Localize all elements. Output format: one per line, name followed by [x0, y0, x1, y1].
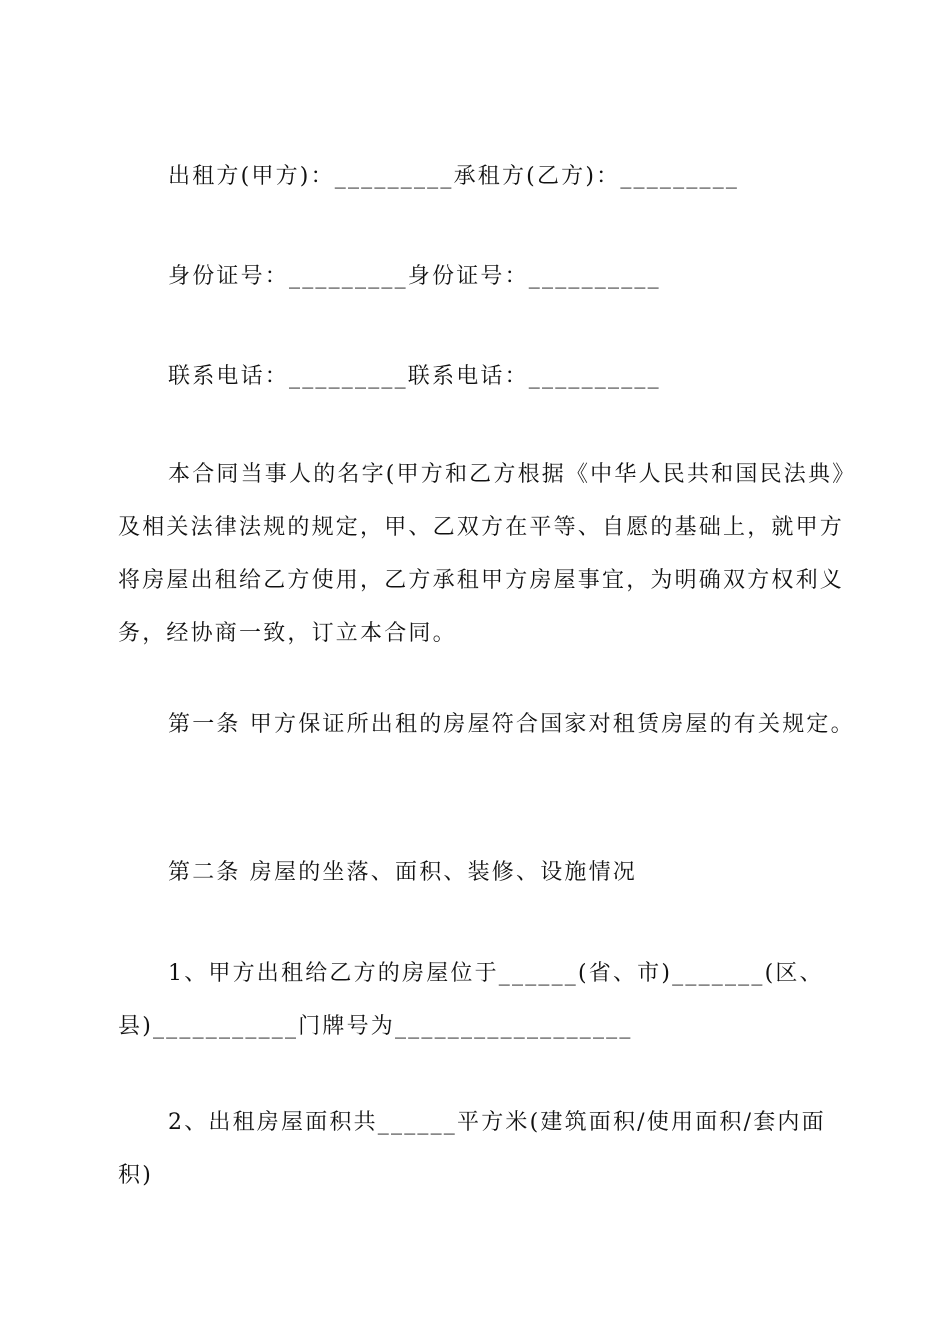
phone-line: 联系电话：_________联系电话：__________ [168, 364, 661, 389]
article-2-title: 第二条 房屋的坐落、面积、装修、设施情况 [168, 860, 637, 885]
item-2-area: 2、出租房屋面积共______平方米(建筑面积/使用面积/套内面积) [118, 1110, 826, 1188]
article-1: 第一条 甲方保证所出租的房屋符合国家对租赁房屋的有关规定。 [168, 712, 855, 737]
id-number-line: 身份证号：_________身份证号：__________ [168, 264, 661, 289]
lessor-lessee-line: 出租方(甲方)：_________承租方(乙方)：_________ [168, 164, 740, 189]
intro-paragraph: 本合同当事人的名字(甲方和乙方根据《中华人民共和国民法典》及相关法律法规的规定，甲、乙双方在平等、自愿的基础上，就甲方将房屋出租给乙方使用，乙方承租甲方房屋事宜，为明确双方权利义务，经协商一致，订立本合同。 [118, 462, 857, 646]
item-1-location: 1、甲方出租给乙方的房屋位于______(省、市)_______(区、县)___________门牌号为__________________ [118, 961, 824, 1039]
